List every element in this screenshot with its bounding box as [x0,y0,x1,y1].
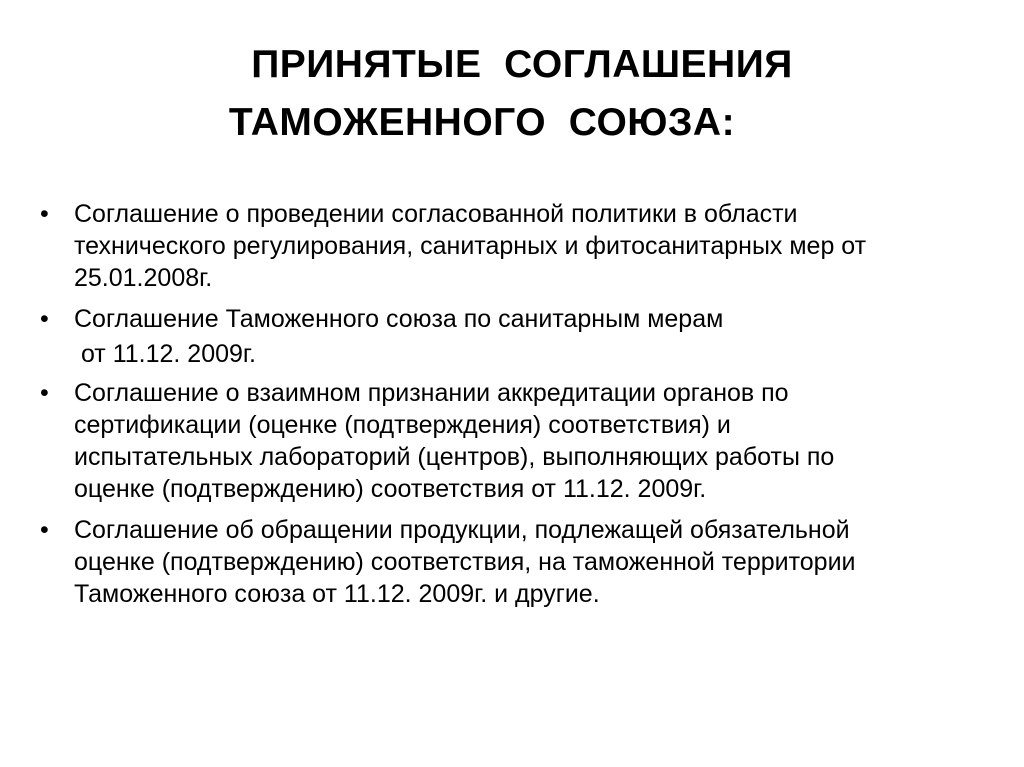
title-line-1: ПРИНЯТЫЕ СОГЛАШЕНИЯ [251,43,793,86]
list-item-continuation [40,338,1000,370]
bullet-icon: • [40,516,49,544]
list-item-line: Таможенного союза от 11.12. 2009г. и другие. [74,580,600,608]
list-item-line: Соглашение об обращении продукции, подлежащей обязательной [74,516,850,544]
list-item-line: сертификации (оценке (подтверждения) соответствия) и [74,411,731,439]
list-item-line: испытательных лабораторий (центров), выполняющих работы по [74,443,835,471]
list-item-line: Соглашение о взаимном признании аккредитации органов по [74,379,789,407]
list-item-line: Соглашение Таможенного союза по санитарным мерам [74,305,724,333]
agreements-list [40,198,1000,619]
title-line-2: ТАМОЖЕННОГО СОЮЗА: [228,101,736,144]
list-item [40,303,1000,335]
list-item-continuation-line: от 11.12. 2009г. [74,340,256,368]
bullet-icon: • [40,305,49,333]
list-item-line: Соглашение о проведении согласованной политики в области [74,200,798,228]
list-item-line: 25.01.2008г. [74,264,213,292]
list-item [40,198,1000,294]
list-item-text [74,514,1000,610]
slide-title [0,36,1024,152]
list-item [40,514,1000,610]
list-item-line: оценке (подтверждению) соответствия, на таможенной территории [74,548,856,576]
list-item-text [74,198,1000,294]
list-item-line: оценке (подтверждению) соответствия от 11.12. 2009г. [74,475,707,503]
list-item-text [74,303,1000,335]
bullet-icon: • [40,200,49,228]
bullet-icon: • [40,379,49,407]
list-item [40,377,1000,505]
list-item-line: технического регулирования, санитарных и фитосанитарных мер от [74,232,867,260]
list-item-text [74,377,1000,505]
